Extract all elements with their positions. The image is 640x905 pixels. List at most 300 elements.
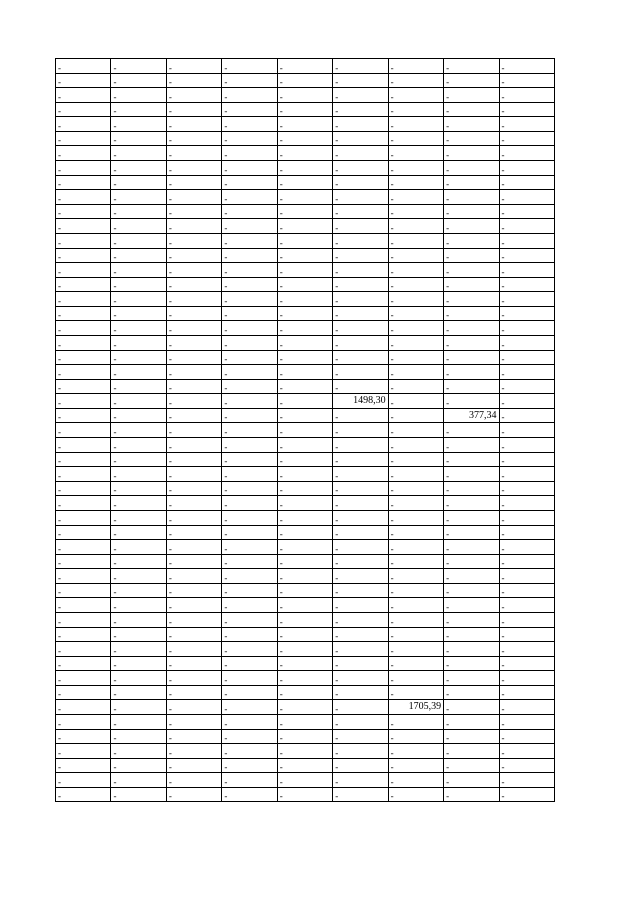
empty-cell: - bbox=[111, 481, 166, 496]
empty-cell: - bbox=[56, 627, 111, 642]
empty-cell: - bbox=[333, 671, 388, 686]
empty-cell: - bbox=[111, 467, 166, 482]
empty-cell: - bbox=[444, 365, 499, 380]
empty-cell: - bbox=[222, 248, 277, 263]
empty-cell: - bbox=[56, 525, 111, 540]
empty-cell: - bbox=[277, 510, 332, 525]
empty-cell: - bbox=[277, 59, 332, 74]
empty-cell: - bbox=[277, 73, 332, 88]
empty-cell: - bbox=[277, 744, 332, 759]
empty-cell: - bbox=[56, 306, 111, 321]
empty-cell: - bbox=[277, 365, 332, 380]
table-row bbox=[56, 656, 555, 671]
empty-cell: - bbox=[56, 321, 111, 336]
empty-cell: - bbox=[166, 729, 221, 744]
empty-cell: - bbox=[222, 73, 277, 88]
empty-cell: - bbox=[56, 204, 111, 219]
empty-cell: - bbox=[111, 438, 166, 453]
empty-cell: - bbox=[333, 612, 388, 627]
empty-cell: - bbox=[222, 219, 277, 234]
empty-cell: - bbox=[166, 758, 221, 773]
empty-cell: - bbox=[277, 379, 332, 394]
empty-cell: - bbox=[111, 408, 166, 423]
empty-cell: - bbox=[499, 306, 554, 321]
empty-cell: - bbox=[166, 408, 221, 423]
table-body bbox=[56, 59, 555, 802]
empty-cell: - bbox=[111, 73, 166, 88]
empty-cell: - bbox=[111, 394, 166, 409]
empty-cell: - bbox=[166, 277, 221, 292]
empty-cell: - bbox=[277, 452, 332, 467]
empty-cell: - bbox=[444, 306, 499, 321]
empty-cell: - bbox=[444, 59, 499, 74]
empty-cell: - bbox=[56, 554, 111, 569]
empty-cell: - bbox=[56, 598, 111, 613]
empty-cell: - bbox=[111, 525, 166, 540]
empty-cell: - bbox=[111, 569, 166, 584]
empty-cell: - bbox=[56, 161, 111, 176]
table-row bbox=[56, 729, 555, 744]
empty-cell: - bbox=[222, 642, 277, 657]
empty-cell: - bbox=[499, 161, 554, 176]
empty-cell: - bbox=[277, 612, 332, 627]
value-cell: 1498,30 bbox=[333, 394, 388, 409]
empty-cell: - bbox=[333, 146, 388, 161]
empty-cell: - bbox=[111, 496, 166, 511]
table-row bbox=[56, 233, 555, 248]
empty-cell: - bbox=[499, 73, 554, 88]
table-row bbox=[56, 438, 555, 453]
empty-cell: - bbox=[277, 219, 332, 234]
table-row bbox=[56, 423, 555, 438]
empty-cell: - bbox=[499, 292, 554, 307]
empty-cell: - bbox=[499, 671, 554, 686]
empty-cell: - bbox=[56, 569, 111, 584]
empty-cell: - bbox=[111, 277, 166, 292]
empty-cell: - bbox=[56, 423, 111, 438]
table-row bbox=[56, 263, 555, 278]
empty-cell: - bbox=[222, 146, 277, 161]
table-row bbox=[56, 627, 555, 642]
empty-cell: - bbox=[56, 394, 111, 409]
empty-cell: - bbox=[388, 131, 443, 146]
empty-cell: - bbox=[277, 292, 332, 307]
empty-cell: - bbox=[111, 263, 166, 278]
empty-cell: - bbox=[277, 467, 332, 482]
empty-cell: - bbox=[111, 773, 166, 788]
empty-cell: - bbox=[166, 306, 221, 321]
empty-cell: - bbox=[222, 335, 277, 350]
table-row bbox=[56, 190, 555, 205]
empty-cell: - bbox=[499, 335, 554, 350]
empty-cell: - bbox=[56, 335, 111, 350]
empty-cell: - bbox=[222, 204, 277, 219]
empty-cell: - bbox=[388, 117, 443, 132]
empty-cell: - bbox=[444, 190, 499, 205]
empty-cell: - bbox=[333, 656, 388, 671]
empty-cell: - bbox=[499, 102, 554, 117]
empty-cell: - bbox=[277, 277, 332, 292]
empty-cell: - bbox=[388, 685, 443, 700]
empty-cell: - bbox=[499, 175, 554, 190]
empty-cell: - bbox=[277, 423, 332, 438]
empty-cell: - bbox=[333, 496, 388, 511]
empty-cell: - bbox=[444, 598, 499, 613]
empty-cell: - bbox=[333, 73, 388, 88]
empty-cell: - bbox=[388, 277, 443, 292]
empty-cell: - bbox=[277, 729, 332, 744]
table-row bbox=[56, 685, 555, 700]
empty-cell: - bbox=[56, 88, 111, 103]
empty-cell: - bbox=[388, 292, 443, 307]
empty-cell: - bbox=[499, 540, 554, 555]
table-row bbox=[56, 88, 555, 103]
empty-cell: - bbox=[333, 350, 388, 365]
empty-cell: - bbox=[333, 379, 388, 394]
empty-cell: - bbox=[333, 598, 388, 613]
empty-cell: - bbox=[499, 612, 554, 627]
empty-cell: - bbox=[166, 569, 221, 584]
empty-cell: - bbox=[499, 758, 554, 773]
empty-cell: - bbox=[166, 540, 221, 555]
empty-cell: - bbox=[277, 306, 332, 321]
empty-cell: - bbox=[499, 685, 554, 700]
table-row bbox=[56, 350, 555, 365]
empty-cell: - bbox=[56, 744, 111, 759]
empty-cell: - bbox=[111, 59, 166, 74]
data-table bbox=[55, 58, 555, 802]
empty-cell: - bbox=[444, 715, 499, 730]
empty-cell: - bbox=[388, 394, 443, 409]
empty-cell: - bbox=[56, 277, 111, 292]
empty-cell: - bbox=[444, 117, 499, 132]
empty-cell: - bbox=[166, 248, 221, 263]
empty-cell: - bbox=[388, 642, 443, 657]
empty-cell: - bbox=[444, 438, 499, 453]
empty-cell: - bbox=[56, 467, 111, 482]
empty-cell: - bbox=[277, 438, 332, 453]
empty-cell: - bbox=[444, 394, 499, 409]
table-row bbox=[56, 59, 555, 74]
empty-cell: - bbox=[277, 233, 332, 248]
empty-cell: - bbox=[444, 656, 499, 671]
empty-cell: - bbox=[499, 146, 554, 161]
empty-cell: - bbox=[333, 365, 388, 380]
empty-cell: - bbox=[499, 350, 554, 365]
empty-cell: - bbox=[222, 408, 277, 423]
empty-cell: - bbox=[56, 102, 111, 117]
empty-cell: - bbox=[499, 787, 554, 802]
empty-cell: - bbox=[166, 335, 221, 350]
table-row bbox=[56, 379, 555, 394]
table-row bbox=[56, 204, 555, 219]
empty-cell: - bbox=[56, 671, 111, 686]
empty-cell: - bbox=[277, 263, 332, 278]
empty-cell: - bbox=[56, 715, 111, 730]
table-row bbox=[56, 335, 555, 350]
empty-cell: - bbox=[444, 758, 499, 773]
empty-cell: - bbox=[56, 729, 111, 744]
empty-cell: - bbox=[222, 671, 277, 686]
empty-cell: - bbox=[166, 773, 221, 788]
empty-cell: - bbox=[499, 627, 554, 642]
empty-cell: - bbox=[222, 700, 277, 715]
empty-cell: - bbox=[499, 59, 554, 74]
empty-cell: - bbox=[166, 452, 221, 467]
empty-cell: - bbox=[56, 263, 111, 278]
empty-cell: - bbox=[277, 569, 332, 584]
empty-cell: - bbox=[444, 146, 499, 161]
table-row bbox=[56, 671, 555, 686]
empty-cell: - bbox=[56, 685, 111, 700]
empty-cell: - bbox=[388, 350, 443, 365]
empty-cell: - bbox=[388, 190, 443, 205]
empty-cell: - bbox=[499, 510, 554, 525]
empty-cell: - bbox=[222, 583, 277, 598]
empty-cell: - bbox=[111, 540, 166, 555]
empty-cell: - bbox=[111, 321, 166, 336]
empty-cell: - bbox=[499, 88, 554, 103]
empty-cell: - bbox=[333, 335, 388, 350]
empty-cell: - bbox=[277, 394, 332, 409]
empty-cell: - bbox=[111, 292, 166, 307]
empty-cell: - bbox=[499, 365, 554, 380]
empty-cell: - bbox=[277, 642, 332, 657]
empty-cell: - bbox=[499, 773, 554, 788]
empty-cell: - bbox=[166, 671, 221, 686]
empty-cell: - bbox=[166, 161, 221, 176]
empty-cell: - bbox=[333, 59, 388, 74]
empty-cell: - bbox=[444, 642, 499, 657]
empty-cell: - bbox=[388, 583, 443, 598]
empty-cell: - bbox=[111, 379, 166, 394]
empty-cell: - bbox=[388, 161, 443, 176]
empty-cell: - bbox=[111, 656, 166, 671]
empty-cell: - bbox=[444, 350, 499, 365]
empty-cell: - bbox=[444, 131, 499, 146]
empty-cell: - bbox=[444, 554, 499, 569]
empty-cell: - bbox=[166, 598, 221, 613]
empty-cell: - bbox=[277, 758, 332, 773]
empty-cell: - bbox=[111, 219, 166, 234]
empty-cell: - bbox=[222, 773, 277, 788]
empty-cell: - bbox=[333, 438, 388, 453]
empty-cell: - bbox=[333, 204, 388, 219]
empty-cell: - bbox=[111, 787, 166, 802]
empty-cell: - bbox=[56, 175, 111, 190]
empty-cell: - bbox=[277, 496, 332, 511]
table-row bbox=[56, 277, 555, 292]
empty-cell: - bbox=[166, 612, 221, 627]
empty-cell: - bbox=[56, 408, 111, 423]
empty-cell: - bbox=[499, 496, 554, 511]
empty-cell: - bbox=[166, 175, 221, 190]
empty-cell: - bbox=[111, 744, 166, 759]
empty-cell: - bbox=[277, 598, 332, 613]
empty-cell: - bbox=[166, 583, 221, 598]
empty-cell: - bbox=[56, 59, 111, 74]
empty-cell: - bbox=[111, 452, 166, 467]
empty-cell: - bbox=[444, 277, 499, 292]
empty-cell: - bbox=[277, 540, 332, 555]
empty-cell: - bbox=[56, 248, 111, 263]
empty-cell: - bbox=[499, 525, 554, 540]
empty-cell: - bbox=[388, 773, 443, 788]
empty-cell: - bbox=[444, 612, 499, 627]
empty-cell: - bbox=[111, 598, 166, 613]
empty-cell: - bbox=[444, 73, 499, 88]
empty-cell: - bbox=[444, 700, 499, 715]
empty-cell: - bbox=[277, 102, 332, 117]
empty-cell: - bbox=[222, 263, 277, 278]
table-row bbox=[56, 73, 555, 88]
empty-cell: - bbox=[388, 102, 443, 117]
empty-cell: - bbox=[222, 365, 277, 380]
empty-cell: - bbox=[111, 642, 166, 657]
empty-cell: - bbox=[111, 306, 166, 321]
empty-cell: - bbox=[56, 365, 111, 380]
empty-cell: - bbox=[56, 700, 111, 715]
empty-cell: - bbox=[333, 554, 388, 569]
table-row bbox=[56, 467, 555, 482]
empty-cell: - bbox=[111, 233, 166, 248]
table-row bbox=[56, 525, 555, 540]
table-row bbox=[56, 787, 555, 802]
empty-cell: - bbox=[56, 583, 111, 598]
empty-cell: - bbox=[111, 510, 166, 525]
empty-cell: - bbox=[166, 438, 221, 453]
empty-cell: - bbox=[277, 131, 332, 146]
table-row bbox=[56, 321, 555, 336]
empty-cell: - bbox=[56, 292, 111, 307]
empty-cell: - bbox=[222, 277, 277, 292]
empty-cell: - bbox=[166, 292, 221, 307]
empty-cell: - bbox=[444, 481, 499, 496]
empty-cell: - bbox=[166, 379, 221, 394]
empty-cell: - bbox=[333, 773, 388, 788]
empty-cell: - bbox=[166, 59, 221, 74]
table-row bbox=[56, 583, 555, 598]
empty-cell: - bbox=[333, 175, 388, 190]
empty-cell: - bbox=[277, 408, 332, 423]
empty-cell: - bbox=[222, 321, 277, 336]
empty-cell: - bbox=[277, 161, 332, 176]
empty-cell: - bbox=[222, 161, 277, 176]
empty-cell: - bbox=[333, 787, 388, 802]
empty-cell: - bbox=[388, 627, 443, 642]
empty-cell: - bbox=[388, 321, 443, 336]
empty-cell: - bbox=[222, 379, 277, 394]
empty-cell: - bbox=[56, 758, 111, 773]
empty-cell: - bbox=[277, 627, 332, 642]
empty-cell: - bbox=[444, 233, 499, 248]
empty-cell: - bbox=[166, 365, 221, 380]
empty-cell: - bbox=[222, 729, 277, 744]
empty-cell: - bbox=[222, 496, 277, 511]
empty-cell: - bbox=[222, 394, 277, 409]
table-row bbox=[56, 306, 555, 321]
empty-cell: - bbox=[222, 744, 277, 759]
table-row bbox=[56, 452, 555, 467]
empty-cell: - bbox=[444, 583, 499, 598]
empty-cell: - bbox=[222, 452, 277, 467]
empty-cell: - bbox=[444, 452, 499, 467]
empty-cell: - bbox=[444, 161, 499, 176]
empty-cell: - bbox=[166, 744, 221, 759]
empty-cell: - bbox=[111, 117, 166, 132]
empty-cell: - bbox=[333, 233, 388, 248]
empty-cell: - bbox=[388, 481, 443, 496]
empty-cell: - bbox=[333, 510, 388, 525]
empty-cell: - bbox=[499, 467, 554, 482]
empty-cell: - bbox=[499, 379, 554, 394]
empty-cell: - bbox=[333, 277, 388, 292]
table-row bbox=[56, 715, 555, 730]
empty-cell: - bbox=[333, 583, 388, 598]
empty-cell: - bbox=[277, 481, 332, 496]
empty-cell: - bbox=[56, 233, 111, 248]
empty-cell: - bbox=[222, 59, 277, 74]
empty-cell: - bbox=[388, 671, 443, 686]
empty-cell: - bbox=[111, 685, 166, 700]
empty-cell: - bbox=[277, 700, 332, 715]
empty-cell: - bbox=[222, 540, 277, 555]
empty-cell: - bbox=[333, 102, 388, 117]
empty-cell: - bbox=[333, 452, 388, 467]
empty-cell: - bbox=[333, 715, 388, 730]
empty-cell: - bbox=[499, 117, 554, 132]
empty-cell: - bbox=[222, 350, 277, 365]
table-row bbox=[56, 219, 555, 234]
empty-cell: - bbox=[333, 423, 388, 438]
empty-cell: - bbox=[56, 350, 111, 365]
empty-cell: - bbox=[56, 73, 111, 88]
empty-cell: - bbox=[333, 481, 388, 496]
empty-cell: - bbox=[277, 583, 332, 598]
table-row bbox=[56, 612, 555, 627]
empty-cell: - bbox=[277, 146, 332, 161]
empty-cell: - bbox=[333, 248, 388, 263]
empty-cell: - bbox=[388, 233, 443, 248]
empty-cell: - bbox=[56, 452, 111, 467]
table-row bbox=[56, 744, 555, 759]
empty-cell: - bbox=[499, 642, 554, 657]
empty-cell: - bbox=[499, 744, 554, 759]
empty-cell: - bbox=[333, 685, 388, 700]
empty-cell: - bbox=[166, 73, 221, 88]
table-row bbox=[56, 175, 555, 190]
empty-cell: - bbox=[499, 321, 554, 336]
empty-cell: - bbox=[499, 277, 554, 292]
empty-cell: - bbox=[333, 540, 388, 555]
empty-cell: - bbox=[333, 219, 388, 234]
empty-cell: - bbox=[388, 612, 443, 627]
empty-cell: - bbox=[444, 102, 499, 117]
empty-cell: - bbox=[499, 656, 554, 671]
empty-cell: - bbox=[388, 423, 443, 438]
empty-cell: - bbox=[111, 102, 166, 117]
empty-cell: - bbox=[388, 146, 443, 161]
empty-cell: - bbox=[444, 292, 499, 307]
empty-cell: - bbox=[333, 729, 388, 744]
empty-cell: - bbox=[111, 583, 166, 598]
empty-cell: - bbox=[333, 306, 388, 321]
empty-cell: - bbox=[277, 656, 332, 671]
empty-cell: - bbox=[222, 131, 277, 146]
empty-cell: - bbox=[56, 787, 111, 802]
empty-cell: - bbox=[444, 219, 499, 234]
empty-cell: - bbox=[388, 729, 443, 744]
